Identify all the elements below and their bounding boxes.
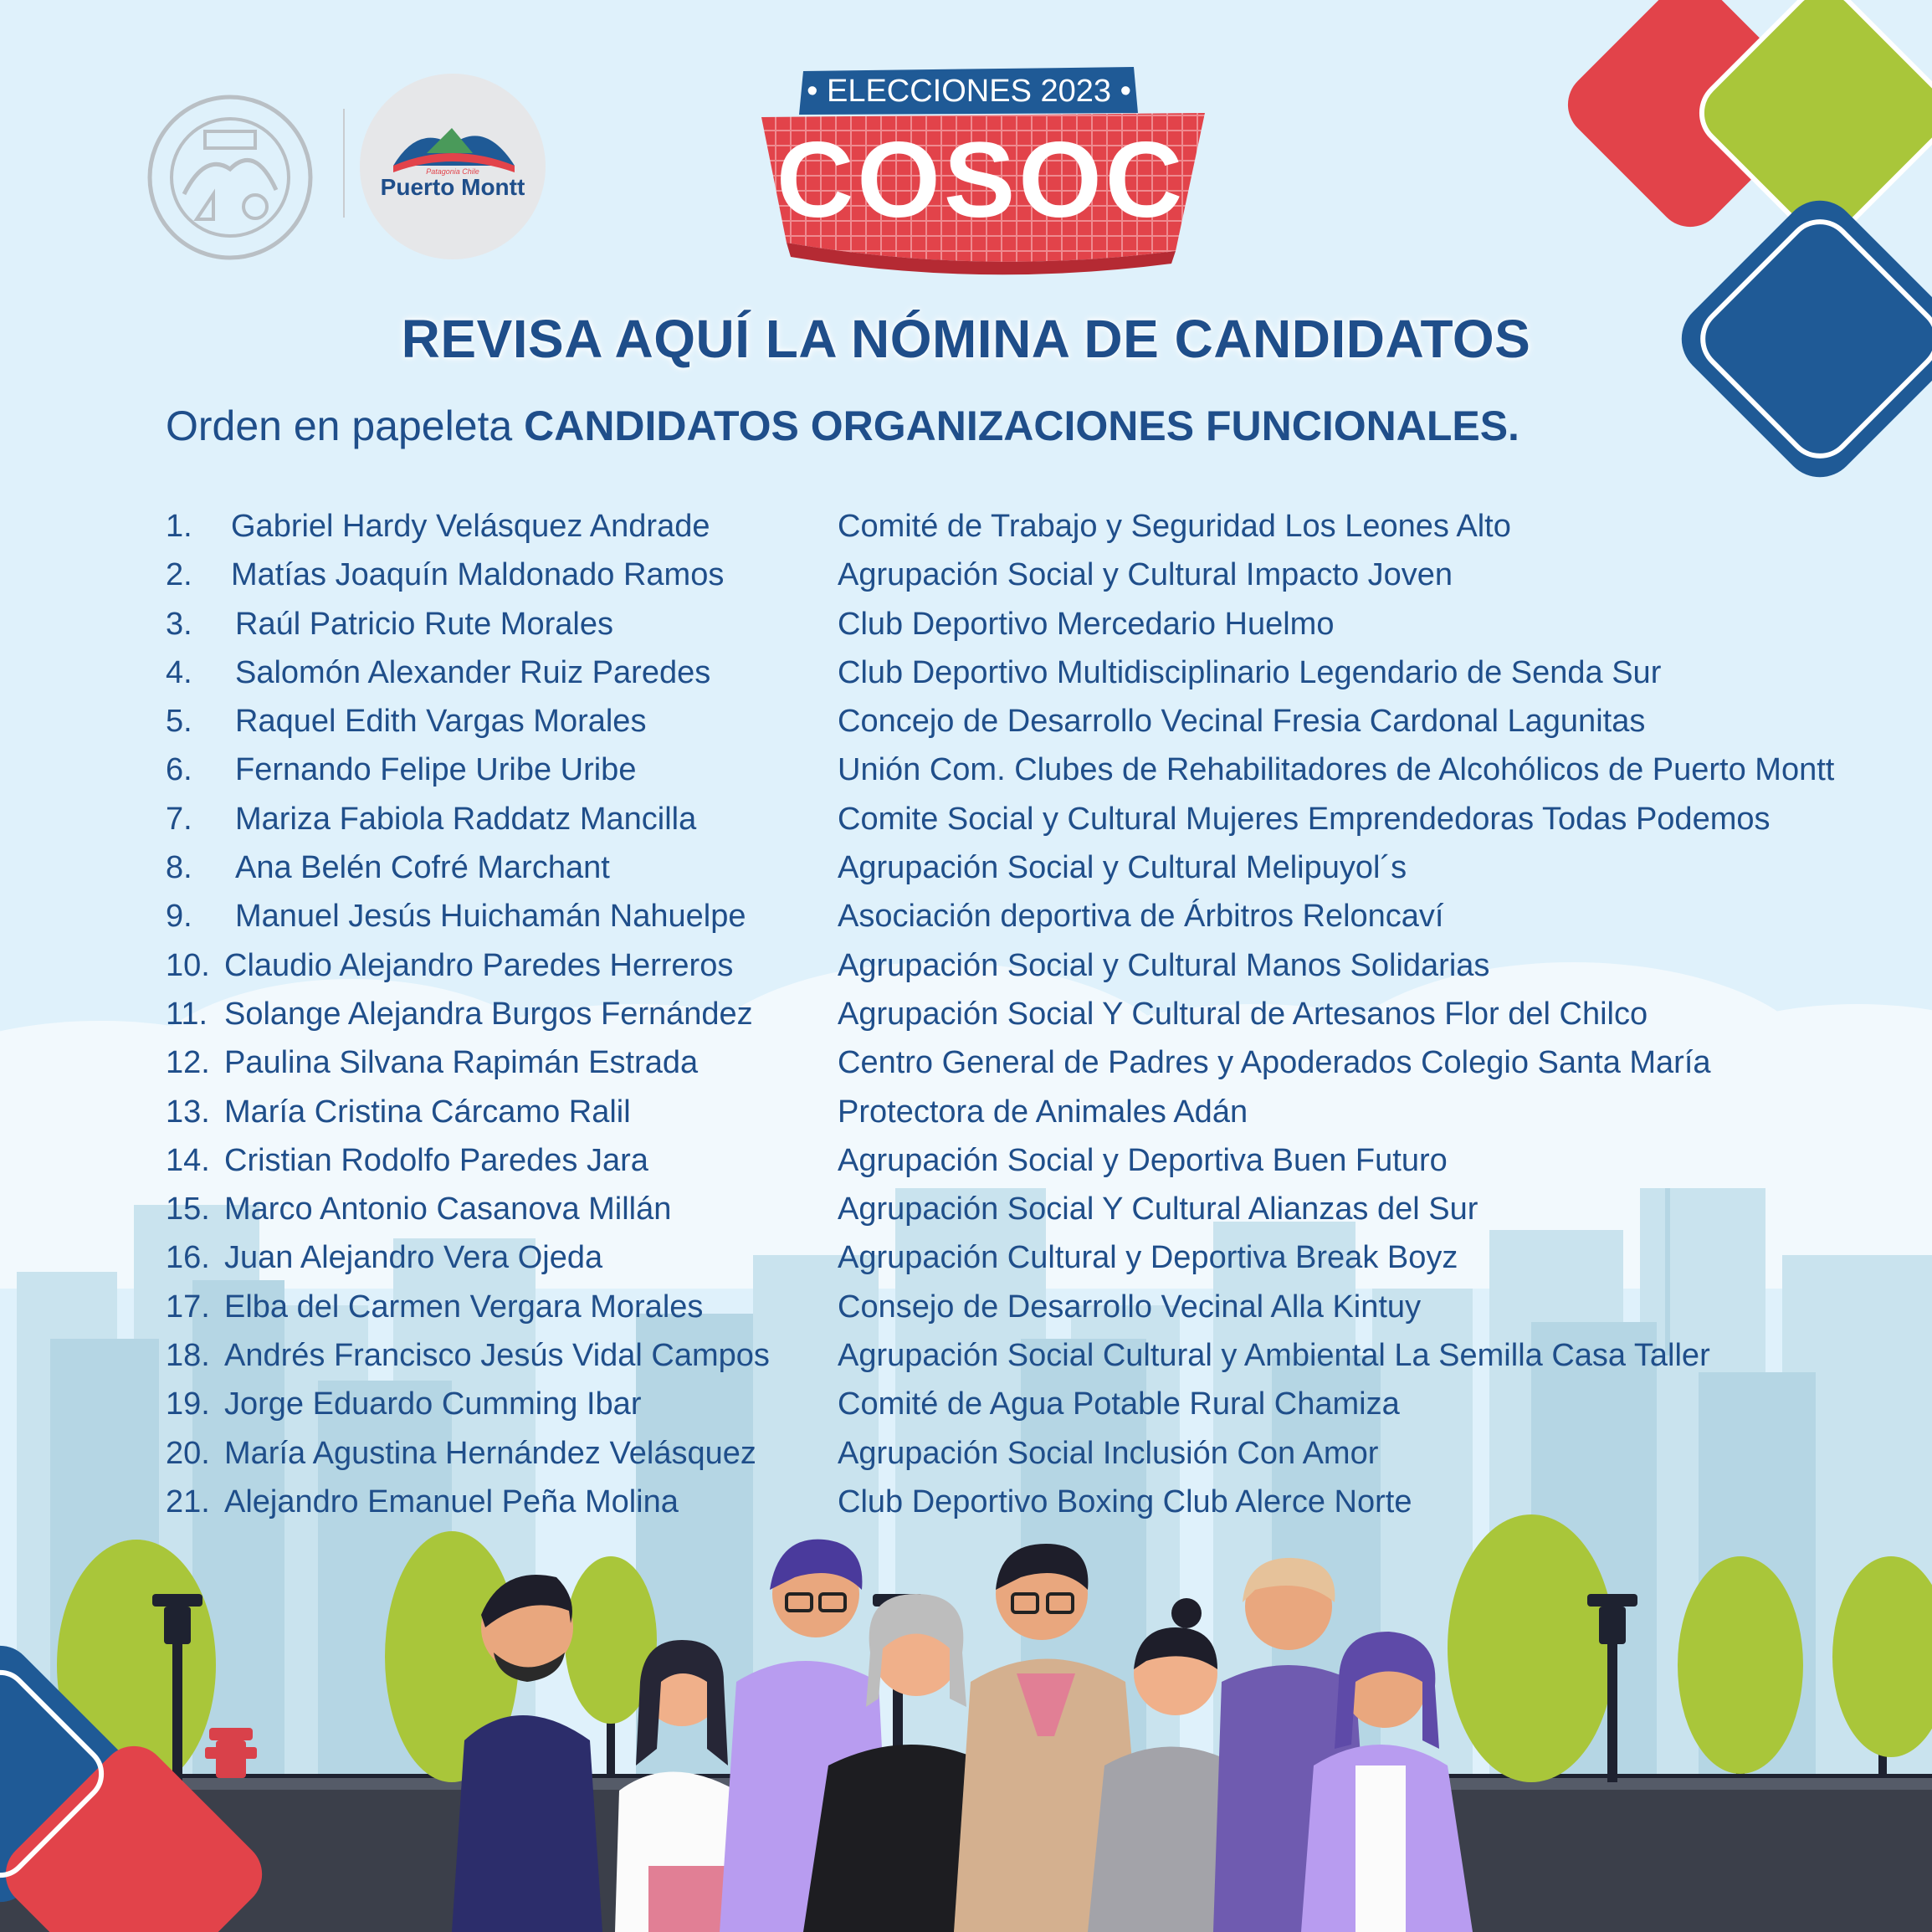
list-item [166, 1436, 1914, 1484]
candidate-number: 18. [166, 1338, 210, 1374]
candidate-name: María Cristina Cárcamo Ralil [224, 1094, 631, 1130]
list-item [166, 752, 1914, 801]
candidate-organization: Club Deportivo Boxing Club Alerce Norte [838, 1484, 1412, 1519]
list-item [166, 850, 1914, 899]
candidate-organization: Consejo de Desarrollo Vecinal Alla Kintuy [838, 1289, 1422, 1325]
candidate-number: 12. [166, 1045, 210, 1081]
candidate-number: 10. [166, 947, 210, 983]
candidate-number: 8. [166, 850, 192, 886]
list-item [166, 1191, 1914, 1240]
candidate-number: 2. [166, 557, 192, 593]
candidate-organization: Centro General de Padres y Apoderados Colegio Santa María [838, 1045, 1711, 1081]
list-item [166, 557, 1914, 606]
candidate-name: Gabriel Hardy Velásquez Andrade [231, 509, 710, 544]
list-item [166, 997, 1914, 1045]
candidate-name: Alejandro Emanuel Peña Molina [224, 1484, 679, 1519]
candidate-name: Marco Antonio Casanova Millán [224, 1191, 672, 1227]
candidate-name: Manuel Jesús Huichamán Nahuelpe [235, 899, 746, 935]
candidate-number: 20. [166, 1435, 210, 1471]
candidate-number: 3. [166, 606, 192, 642]
list-item [166, 509, 1914, 557]
candidate-organization: Comité de Agua Potable Rural Chamiza [838, 1386, 1400, 1422]
list-item [166, 899, 1914, 947]
candidate-name: Raúl Patricio Rute Morales [235, 606, 613, 642]
candidate-organization: Comité de Trabajo y Seguridad Los Leones Alto [838, 509, 1511, 544]
candidate-name: Salomón Alexander Ruiz Paredes [235, 654, 711, 690]
candidate-organization: Agrupación Social y Deportiva Buen Futuro [838, 1142, 1448, 1178]
banner-elecciones-text: • ELECCIONES 2023 • [807, 74, 1131, 109]
logo-divider [343, 109, 345, 218]
list-item [166, 1143, 1914, 1191]
candidate-name: Juan Alejandro Vera Ojeda [224, 1240, 603, 1276]
candidate-number: 19. [166, 1386, 210, 1422]
candidate-name: Andrés Francisco Jesús Vidal Campos [224, 1338, 770, 1374]
candidate-name: Mariza Fabiola Raddatz Mancilla [235, 801, 697, 837]
puerto-montt-logo [360, 74, 546, 259]
candidate-organization: Concejo de Desarrollo Vecinal Fresia Cardonal Lagunitas [838, 704, 1646, 740]
page-subtitle [166, 402, 1519, 450]
banner-cosoc-text: COSOC [776, 120, 1186, 240]
candidate-name: Raquel Edith Vargas Morales [235, 704, 647, 740]
candidate-organization: Agrupación Social Y Cultural Alianzas del Sur [838, 1191, 1478, 1227]
candidate-organization: Comite Social y Cultural Mujeres Emprendedoras Todas Podemos [838, 801, 1771, 837]
page-title: REVISA AQUÍ LA NÓMINA DE CANDIDATOS [401, 309, 1531, 369]
municipal-seal [146, 94, 314, 261]
candidate-organization: Agrupación Cultural y Deportiva Break Boyz [838, 1240, 1458, 1276]
list-item [166, 948, 1914, 997]
candidate-number: 4. [166, 654, 192, 690]
list-item [166, 1240, 1914, 1289]
candidate-organization: Unión Com. Clubes de Rehabilitadores de Alcohólicos de Puerto Montt [838, 752, 1835, 788]
list-item [166, 1094, 1914, 1143]
candidate-name: Claudio Alejandro Paredes Herreros [224, 947, 734, 983]
candidate-number: 1. [166, 509, 192, 544]
candidate-number: 15. [166, 1191, 210, 1227]
candidate-organization: Agrupación Social Y Cultural de Artesanos Flor del Chilco [838, 996, 1648, 1032]
candidate-number: 16. [166, 1240, 210, 1276]
list-item [166, 1484, 1914, 1533]
candidate-number: 5. [166, 704, 192, 740]
candidate-organization: Agrupación Social y Cultural Melipuyol´s [838, 850, 1407, 886]
list-item [166, 1386, 1914, 1435]
candidate-number: 17. [166, 1289, 210, 1325]
candidate-organization: Club Deportivo Multidisciplinario Legendario de Senda Sur [838, 654, 1662, 690]
logo-small-text: Patagonia Chile [426, 167, 479, 176]
candidate-number: 9. [166, 899, 192, 935]
candidate-organization: Agrupación Social Cultural y Ambiental La Semilla Casa Taller [838, 1338, 1710, 1374]
subtitle-bold: CANDIDATOS ORGANIZACIONES FUNCIONALES. [524, 402, 1519, 449]
list-item [166, 802, 1914, 850]
list-item [166, 704, 1914, 752]
logo-main-text: Puerto Montt [380, 174, 525, 200]
candidate-organization: Agrupación Social y Cultural Impacto Joven [838, 557, 1453, 593]
candidate-number: 11. [166, 996, 208, 1032]
candidate-number: 21. [166, 1484, 210, 1519]
candidate-name: Fernando Felipe Uribe Uribe [235, 752, 637, 788]
candidate-name: Matías Joaquín Maldonado Ramos [231, 557, 725, 593]
candidate-name: María Agustina Hernández Velásquez [224, 1435, 756, 1471]
candidate-organization: Club Deportivo Mercedario Huelmo [838, 606, 1335, 642]
candidate-organization: Protectora de Animales Adán [838, 1094, 1248, 1130]
candidate-name: Jorge Eduardo Cumming Ibar [224, 1386, 642, 1422]
candidate-name: Ana Belén Cofré Marchant [235, 850, 610, 886]
list-item [166, 1045, 1914, 1094]
candidate-number: 7. [166, 801, 192, 837]
candidate-name: Paulina Silvana Rapimán Estrada [224, 1045, 699, 1081]
list-item [166, 607, 1914, 655]
candidate-name: Elba del Carmen Vergara Morales [224, 1289, 704, 1325]
list-item [166, 1289, 1914, 1338]
candidate-list [166, 509, 1914, 1533]
candidate-organization: Agrupación Social Inclusión Con Amor [838, 1435, 1379, 1471]
candidate-number: 13. [166, 1094, 210, 1130]
candidate-name: Cristian Rodolfo Paredes Jara [224, 1142, 648, 1178]
list-item [166, 1338, 1914, 1386]
candidate-name: Solange Alejandra Burgos Fernández [224, 996, 753, 1032]
subtitle-prefix: Orden en papeleta [166, 402, 525, 449]
list-item [166, 655, 1914, 704]
candidate-number: 6. [166, 752, 192, 788]
candidate-organization: Agrupación Social y Cultural Manos Solidarias [838, 947, 1490, 983]
candidate-number: 14. [166, 1142, 210, 1178]
candidate-organization: Asociación deportiva de Árbitros Reloncaví [838, 899, 1444, 935]
